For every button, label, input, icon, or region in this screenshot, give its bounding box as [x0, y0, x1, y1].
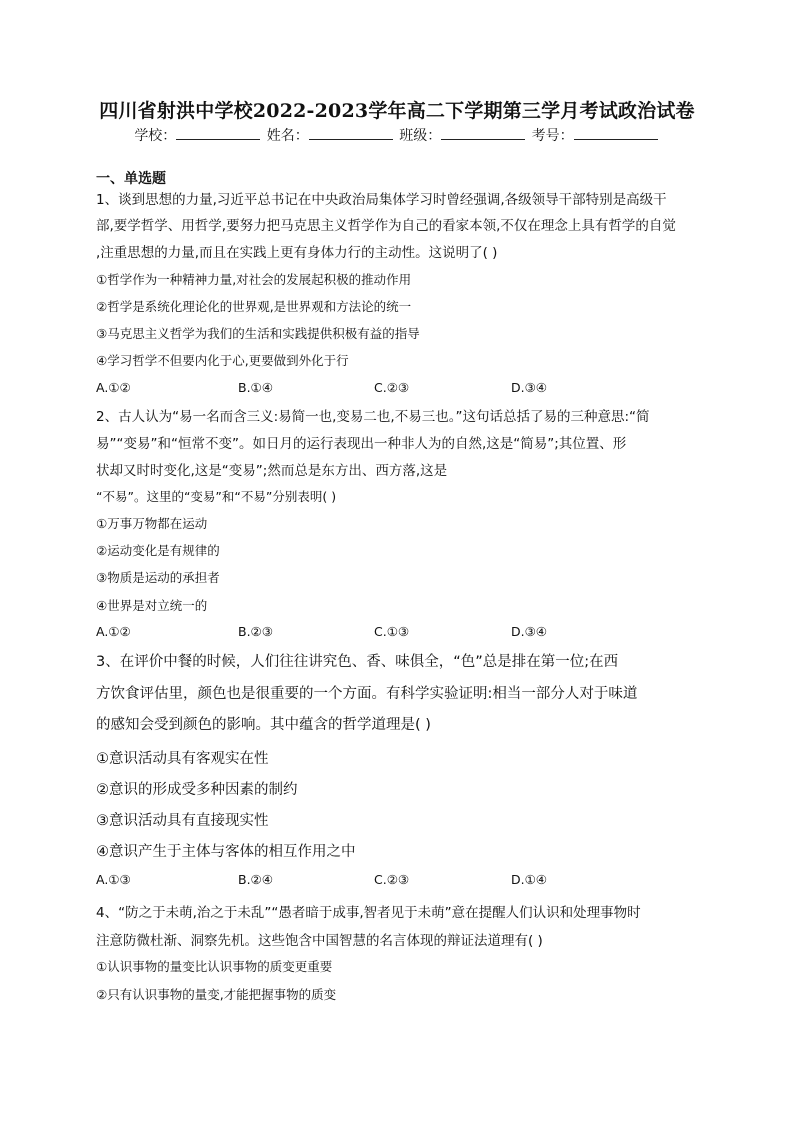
student-info-row: [0, 125, 794, 145]
q3-statement: ④意识产生于主体与客体的相互作用之中: [96, 844, 356, 860]
q1-choice-d[interactable]: D.③④: [511, 380, 548, 395]
q3-stem-line: 的感知会受到颜色的影响。其中蕴含的哲学道理是( ): [96, 717, 431, 733]
q1-statement: ③马克思主义哲学为我们的生活和实践提供积极有益的指导: [96, 326, 420, 341]
q4-stem-line: 注意防微杜渐、洞察先机。这些饱含中国智慧的名言体现的辩证法道理有( ): [96, 933, 543, 949]
q2-choice-b[interactable]: B.②③: [238, 624, 273, 639]
section-heading: 一、单选题: [96, 171, 166, 187]
q4-statement: ②只有认识事物的量变,才能把握事物的质变: [96, 987, 337, 1002]
q2-choice-d[interactable]: D.③④: [511, 624, 548, 639]
q1-choices: [96, 380, 700, 400]
q1-stem-line: 部,要学哲学、用哲学,要努力把马克思主义哲学作为自己的看家本领,不仅在理念上具有哲学的自觉: [96, 218, 676, 234]
q3-choice-a[interactable]: A.①③: [96, 872, 131, 887]
q3-statement: ③意识活动具有直接现实性: [96, 813, 269, 829]
name-label: 姓名：: [266, 128, 309, 144]
q2-statement: ③物质是运动的承担者: [96, 570, 220, 585]
q3-statement: ①意识活动具有客观实在性: [96, 751, 269, 767]
number-blank[interactable]: [574, 126, 658, 140]
q2-statement: ②运动变化是有规律的: [96, 543, 220, 558]
q1-stem-line: ,注重思想的力量,而且在实践上更有身体力行的主动性。这说明了( ): [96, 245, 498, 261]
q3-choice-b[interactable]: B.②④: [238, 872, 273, 887]
q2-statement: ④世界是对立统一的: [96, 598, 208, 613]
q2-stem-line: 状却又时时变化,这是“变易”;然而总是东方出、西方落,这是: [96, 463, 448, 479]
q1-choice-b[interactable]: B.①④: [238, 380, 273, 395]
number-label: 考号：: [531, 128, 574, 144]
q1-statement: ④学习哲学不但要内化于心,更要做到外化于行: [96, 353, 349, 368]
q2-stem-line: 易”“变易”和“恒常不变”。如日月的运行表现出一种非人为的自然,这是“简易”;其位置、形: [96, 436, 627, 452]
q2-choice-c[interactable]: C.①③: [374, 624, 410, 639]
class-label: 班级：: [399, 128, 442, 144]
q3-stem-line: 3、在评价中餐的时候，人们往往讲究色、香、味俱全，“色”总是排在第一位;在西: [96, 654, 619, 670]
q2-stem-line: 2、古人认为“易一名而含三义:易简一也,变易二也,不易三也。”这句话总括了易的三种意思:“简: [96, 409, 650, 425]
q3-choice-c[interactable]: C.②③: [374, 872, 410, 887]
q4-statement: ①认识事物的量变比认识事物的质变更重要: [96, 959, 333, 974]
q2-stem-line: “不易”。这里的“变易”和“不易”分别表明( ): [96, 489, 337, 504]
name-blank[interactable]: [309, 126, 393, 140]
q2-statement: ①万事万物都在运动: [96, 516, 208, 531]
q1-statement: ①哲学作为一种精神力量,对社会的发展起积极的推动作用: [96, 272, 412, 287]
q1-choice-c[interactable]: C.②③: [374, 380, 410, 395]
q3-choices: [96, 872, 700, 892]
q1-statement: ②哲学是系统化理论化的世界观,是世界观和方法论的统一: [96, 299, 412, 314]
school-label: 学校：: [134, 128, 177, 144]
q2-choice-a[interactable]: A.①②: [96, 624, 131, 639]
class-blank[interactable]: [441, 126, 525, 140]
school-blank[interactable]: [176, 126, 260, 140]
q1-choice-a[interactable]: A.①②: [96, 380, 131, 395]
q1-stem-line: 1、谈到思想的力量,习近平总书记在中央政治局集体学习时曾经强调,各级领导干部特别是高级干: [96, 192, 667, 208]
q4-stem-line: 4、“防之于未萌,治之于未乱”“愚者暗于成事,智者见于未萌”意在提醒人们认识和处理事物时: [96, 905, 641, 921]
q3-statement: ②意识的形成受多种因素的制约: [96, 782, 298, 798]
q2-choices: [96, 624, 700, 644]
exam-title: 四川省射洪中学校2022-2023学年高二下学期第三学月考试政治试卷: [99, 100, 695, 122]
q3-choice-d[interactable]: D.①④: [511, 872, 548, 887]
q3-stem-line: 方饮食评估里，颜色也是很重要的一个方面。有科学实验证明:相当一部分人对于味道: [96, 686, 638, 702]
